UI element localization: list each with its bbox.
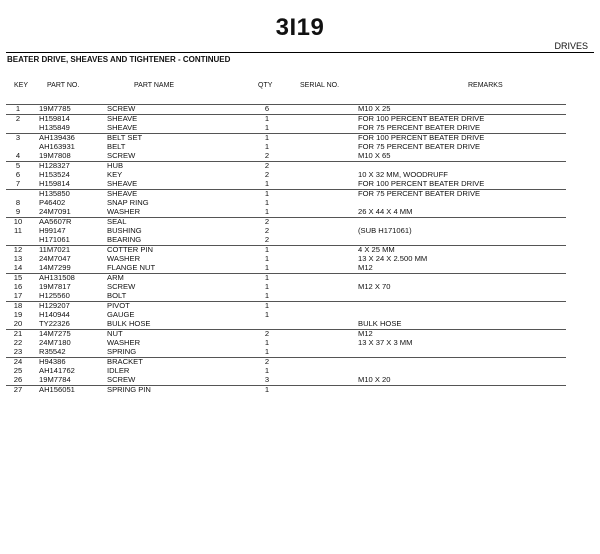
key-cell: 15 bbox=[13, 273, 23, 282]
table-row bbox=[6, 104, 566, 114]
column-header-remarks: REMARKS bbox=[468, 82, 503, 89]
table-row bbox=[6, 301, 566, 311]
remarks-cell: FOR 100 PERCENT BEATER DRIVE bbox=[358, 179, 485, 188]
quantity-cell: 2 bbox=[264, 151, 270, 160]
part-number-cell: H128327 bbox=[39, 161, 70, 170]
part-name-cell: WASHER bbox=[107, 338, 141, 347]
table-row bbox=[6, 189, 566, 199]
table-row bbox=[6, 329, 566, 339]
key-cell: 7 bbox=[15, 179, 21, 188]
part-number-cell: H135849 bbox=[39, 123, 70, 132]
part-name-cell: FLANGE NUT bbox=[107, 263, 156, 272]
quantity-cell: 2 bbox=[264, 329, 270, 338]
quantity-cell: 1 bbox=[264, 263, 270, 272]
remarks-cell: 4 X 25 MM bbox=[358, 245, 395, 254]
column-header-key: KEY bbox=[14, 82, 29, 89]
part-name-cell: SCREW bbox=[107, 104, 136, 113]
part-name-cell: BOLT bbox=[107, 291, 127, 300]
key-cell: 12 bbox=[13, 245, 23, 254]
part-number-cell: H171061 bbox=[39, 235, 70, 244]
remarks-cell: 26 X 44 X 4 MM bbox=[358, 207, 413, 216]
remarks-cell: M12 X 70 bbox=[358, 282, 391, 291]
remarks-cell: (SUB H171061) bbox=[358, 226, 412, 235]
key-cell: 9 bbox=[15, 207, 21, 216]
remarks-cell: M12 bbox=[358, 263, 373, 272]
part-name-cell: COTTER PIN bbox=[107, 245, 153, 254]
part-name-cell: SCREW bbox=[107, 375, 136, 384]
part-number-cell: 24M7091 bbox=[39, 207, 71, 216]
key-cell: 6 bbox=[15, 170, 21, 179]
part-number-cell: 19M7784 bbox=[39, 375, 71, 384]
part-name-cell: IDLER bbox=[107, 366, 130, 375]
remarks-cell: FOR 75 PERCENT BEATER DRIVE bbox=[358, 142, 481, 151]
table-row bbox=[6, 357, 566, 367]
table-row bbox=[6, 255, 566, 264]
key-cell: 22 bbox=[13, 338, 23, 347]
table-row bbox=[6, 152, 566, 161]
part-number-cell: H129207 bbox=[39, 301, 70, 310]
quantity-cell: 1 bbox=[264, 282, 270, 291]
table-row bbox=[6, 264, 566, 273]
quantity-cell: 3 bbox=[264, 375, 270, 384]
remarks-cell: BULK HOSE bbox=[358, 319, 402, 328]
column-header-part-name: PART NAME bbox=[134, 82, 175, 89]
part-name-cell: WASHER bbox=[107, 207, 141, 216]
table-row bbox=[6, 208, 566, 217]
part-number-cell: R35542 bbox=[39, 347, 66, 356]
part-name-cell: BELT bbox=[107, 142, 126, 151]
part-name-cell: ARM bbox=[107, 273, 124, 282]
quantity-cell: 1 bbox=[264, 301, 270, 310]
part-number-cell: H159814 bbox=[39, 114, 70, 123]
table-row bbox=[6, 114, 566, 124]
column-header-qty: QTY bbox=[258, 82, 273, 89]
key-cell: 26 bbox=[13, 375, 23, 384]
table-row bbox=[6, 320, 566, 329]
remarks-cell: 10 X 32 MM, WOODRUFF bbox=[358, 170, 448, 179]
quantity-cell: 1 bbox=[264, 198, 270, 207]
table-row bbox=[6, 180, 566, 189]
quantity-cell: 1 bbox=[264, 291, 270, 300]
part-number-cell: 24M7047 bbox=[39, 254, 71, 263]
part-number-cell: P46402 bbox=[39, 198, 66, 207]
part-number-cell: TY22326 bbox=[39, 319, 70, 328]
key-cell: 3 bbox=[15, 133, 21, 142]
part-number-cell: H99147 bbox=[39, 226, 66, 235]
part-number-cell: 14M7275 bbox=[39, 329, 71, 338]
column-header-serial-no: SERIAL NO. bbox=[300, 82, 340, 89]
part-name-cell: BRACKET bbox=[107, 357, 143, 366]
table-row bbox=[6, 199, 566, 208]
remarks-cell: M10 X 25 bbox=[358, 104, 391, 113]
quantity-cell: 2 bbox=[264, 235, 270, 244]
part-name-cell: WASHER bbox=[107, 254, 141, 263]
key-cell: 27 bbox=[13, 385, 23, 394]
table-row bbox=[6, 367, 566, 376]
part-name-cell: SPRING bbox=[107, 347, 137, 356]
table-row bbox=[6, 311, 566, 320]
part-number-cell: AH131508 bbox=[39, 273, 75, 282]
part-name-cell: SNAP RING bbox=[107, 198, 149, 207]
part-number-cell: 14M7299 bbox=[39, 263, 71, 272]
key-cell: 14 bbox=[13, 263, 23, 272]
remarks-cell: M10 X 20 bbox=[358, 375, 391, 384]
quantity-cell: 2 bbox=[264, 357, 270, 366]
key-cell: 18 bbox=[13, 301, 23, 310]
quantity-cell: 1 bbox=[264, 123, 270, 132]
key-cell: 8 bbox=[15, 198, 21, 207]
key-cell: 11 bbox=[14, 226, 22, 235]
key-cell: 10 bbox=[13, 217, 23, 226]
key-cell: 2 bbox=[15, 114, 21, 123]
part-number-cell: 19M7817 bbox=[39, 282, 71, 291]
table-row bbox=[6, 385, 566, 395]
quantity-cell: 2 bbox=[264, 170, 270, 179]
table-row bbox=[6, 245, 566, 255]
quantity-cell: 2 bbox=[264, 161, 270, 170]
quantity-cell: 1 bbox=[264, 273, 270, 282]
part-name-cell: SHEAVE bbox=[107, 114, 138, 123]
part-name-cell: KEY bbox=[107, 170, 123, 179]
part-number-cell: H135850 bbox=[39, 189, 70, 198]
page-title: 3I19 bbox=[275, 14, 325, 41]
quantity-cell: 1 bbox=[264, 142, 270, 151]
parts-group-heading: BEATER DRIVE, SHEAVES AND TIGHTENER - CONTINUED bbox=[7, 55, 231, 64]
part-name-cell: BUSHING bbox=[107, 226, 142, 235]
part-number-cell: 19M7808 bbox=[39, 151, 71, 160]
part-number-cell: 19M7785 bbox=[39, 104, 71, 113]
quantity-cell: 2 bbox=[264, 217, 270, 226]
part-number-cell: H125560 bbox=[39, 291, 70, 300]
remarks-cell: 13 X 24 X 2.500 MM bbox=[358, 254, 428, 263]
header-divider bbox=[6, 52, 594, 53]
key-cell: 25 bbox=[13, 366, 23, 375]
column-header-part-no: PART NO. bbox=[47, 82, 80, 89]
quantity-cell: 1 bbox=[264, 366, 270, 375]
table-row bbox=[6, 124, 566, 133]
part-number-cell: AH156051 bbox=[39, 385, 75, 394]
part-number-cell: H159814 bbox=[39, 179, 70, 188]
part-name-cell: BULK HOSE bbox=[107, 319, 151, 328]
key-cell: 17 bbox=[13, 291, 23, 300]
part-number-cell: AH139436 bbox=[39, 133, 75, 142]
part-name-cell: HUB bbox=[107, 161, 124, 170]
part-number-cell: H153524 bbox=[39, 170, 70, 179]
quantity-cell: 1 bbox=[264, 338, 270, 347]
part-name-cell: SPRING PIN bbox=[107, 385, 151, 394]
table-row bbox=[6, 236, 566, 245]
key-cell: 4 bbox=[15, 151, 21, 160]
key-cell: 19 bbox=[13, 310, 23, 319]
table-row bbox=[6, 273, 566, 283]
table-row bbox=[6, 133, 566, 143]
table-row bbox=[6, 376, 566, 385]
part-number-cell: AA5607R bbox=[39, 217, 72, 226]
key-cell: 21 bbox=[13, 329, 23, 338]
part-name-cell: SCREW bbox=[107, 151, 136, 160]
part-name-cell: GAUGE bbox=[107, 310, 135, 319]
quantity-cell: 1 bbox=[264, 385, 270, 394]
quantity-cell: 1 bbox=[264, 245, 270, 254]
part-number-cell: 24M7180 bbox=[39, 338, 71, 347]
table-row bbox=[6, 348, 566, 357]
key-cell: 1 bbox=[15, 104, 21, 113]
quantity-cell: 1 bbox=[264, 347, 270, 356]
key-cell: 16 bbox=[13, 282, 23, 291]
table-row bbox=[6, 227, 566, 236]
quantity-cell: 1 bbox=[264, 254, 270, 263]
key-cell: 20 bbox=[13, 319, 23, 328]
part-name-cell: SHEAVE bbox=[107, 123, 138, 132]
part-name-cell: SHEAVE bbox=[107, 179, 138, 188]
quantity-cell: 1 bbox=[264, 133, 270, 142]
remarks-cell: FOR 100 PERCENT BEATER DRIVE bbox=[358, 133, 485, 142]
quantity-cell: 1 bbox=[264, 207, 270, 216]
part-number-cell: AH141762 bbox=[39, 366, 75, 375]
table-row bbox=[6, 161, 566, 171]
quantity-cell: 1 bbox=[264, 189, 270, 198]
section-label: DRIVES bbox=[554, 41, 588, 51]
part-name-cell: NUT bbox=[107, 329, 123, 338]
quantity-cell: 2 bbox=[264, 226, 270, 235]
remarks-cell: M10 X 65 bbox=[358, 151, 391, 160]
part-name-cell: BELT SET bbox=[107, 133, 143, 142]
part-number-cell: 11M7021 bbox=[39, 245, 71, 254]
quantity-cell: 6 bbox=[264, 104, 270, 113]
part-name-cell: BEARING bbox=[107, 235, 142, 244]
part-number-cell: AH163931 bbox=[39, 142, 75, 151]
remarks-cell: FOR 75 PERCENT BEATER DRIVE bbox=[358, 123, 481, 132]
table-row bbox=[6, 217, 566, 227]
table-row bbox=[6, 292, 566, 301]
key-cell: 13 bbox=[13, 254, 23, 263]
table-row bbox=[6, 143, 566, 152]
key-cell: 23 bbox=[13, 347, 23, 356]
parts-table bbox=[6, 104, 566, 395]
remarks-cell: FOR 75 PERCENT BEATER DRIVE bbox=[358, 189, 481, 198]
key-cell: 24 bbox=[13, 357, 23, 366]
part-name-cell: SCREW bbox=[107, 282, 136, 291]
part-name-cell: SEAL bbox=[107, 217, 127, 226]
quantity-cell: 1 bbox=[264, 310, 270, 319]
remarks-cell: M12 bbox=[358, 329, 373, 338]
table-row bbox=[6, 283, 566, 292]
part-name-cell: PIVOT bbox=[107, 301, 130, 310]
part-name-cell: SHEAVE bbox=[107, 189, 138, 198]
quantity-cell: 1 bbox=[264, 179, 270, 188]
quantity-cell: 1 bbox=[264, 114, 270, 123]
part-number-cell: H94386 bbox=[39, 357, 66, 366]
key-cell: 5 bbox=[15, 161, 21, 170]
part-number-cell: H140944 bbox=[39, 310, 70, 319]
remarks-cell: FOR 100 PERCENT BEATER DRIVE bbox=[358, 114, 485, 123]
table-row bbox=[6, 339, 566, 348]
remarks-cell: 13 X 37 X 3 MM bbox=[358, 338, 413, 347]
